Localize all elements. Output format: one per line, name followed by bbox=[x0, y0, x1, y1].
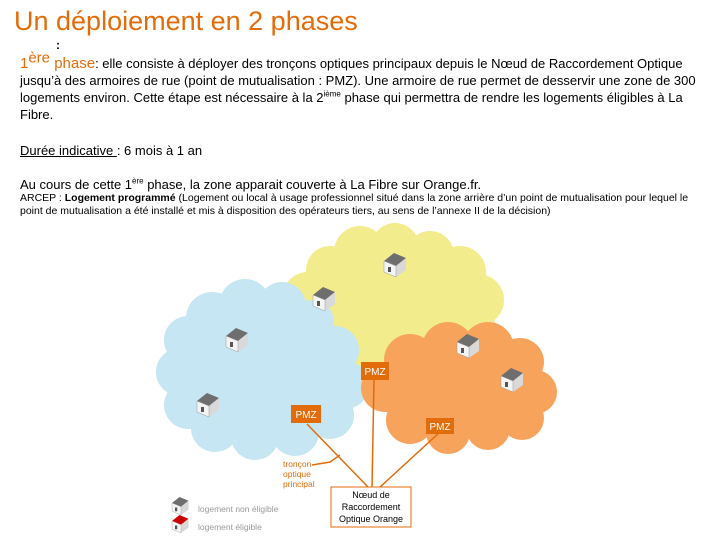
legend-label-2: logement éligible bbox=[198, 522, 262, 532]
pmz-box-1 bbox=[361, 362, 389, 380]
legend-label-1: logement non éligible bbox=[198, 504, 279, 514]
slide-title: Un déploiement en 2 phases bbox=[14, 6, 358, 36]
svg-text:principal: principal bbox=[283, 479, 315, 489]
svg-text:optique: optique bbox=[283, 469, 311, 479]
svg-text:Optique Orange: Optique Orange bbox=[338, 514, 404, 524]
phase2-sup: ième bbox=[323, 89, 341, 99]
legend bbox=[172, 497, 279, 533]
legend-house-grey-icon bbox=[172, 497, 189, 515]
trunk-label bbox=[283, 459, 315, 489]
coverage-text-after: phase, la zone apparait couverte à La Fibre sur Orange.fr. bbox=[143, 177, 482, 192]
phase1-number: 1 bbox=[20, 55, 29, 72]
pmz-label-1: PMZ bbox=[364, 367, 386, 378]
stray-colon: : bbox=[56, 38, 60, 52]
pmz-label-2: PMZ bbox=[295, 410, 317, 421]
coverage-sup: ère bbox=[132, 176, 144, 186]
phase1-text: : elle consiste à déployer des tronçons optiques principaux depuis le Nœud de Raccordement Optique jusqu’à des armoires de rue (point de mutualisation : PMZ). Une armoire de rue permet de desservir une zone de 300 logements environ. Cette étape est nécessaire à la 2 bbox=[20, 56, 696, 105]
nro-box bbox=[331, 487, 411, 527]
svg-text:Raccordement: Raccordement bbox=[341, 502, 401, 512]
duration-label: Durée indicative bbox=[20, 143, 117, 158]
arcep-bold: Logement programmé bbox=[64, 192, 176, 204]
legend-house-red-icon bbox=[172, 515, 189, 533]
coverage-text-before: Au cours de cette 1 bbox=[20, 177, 133, 192]
pmz-box-3 bbox=[426, 418, 454, 434]
phase1-label: phase bbox=[50, 55, 96, 72]
arcep-prefix: ARCEP : bbox=[20, 192, 65, 204]
svg-text:Nœud de: Nœud de bbox=[352, 490, 390, 500]
pmz-box-2 bbox=[291, 405, 321, 423]
arcep-text: (Logement ou local à usage professionnel situé dans la zone arrière d’un point de mutualisation pour lequel le point de mutualisation a été installé et mis à disposition des opérateurs tiers, au sens de l’annexe II de la décision) bbox=[20, 192, 689, 217]
phase1-sup: ère bbox=[28, 49, 51, 67]
phase1-text-end: phase qui permettra de rendre les logements éligibles à La Fibre. bbox=[20, 90, 683, 122]
svg-text:tronçon: tronçon bbox=[283, 459, 312, 469]
pmz-label-3: PMZ bbox=[429, 422, 451, 433]
duration-value: : 6 mois à 1 an bbox=[116, 143, 203, 158]
